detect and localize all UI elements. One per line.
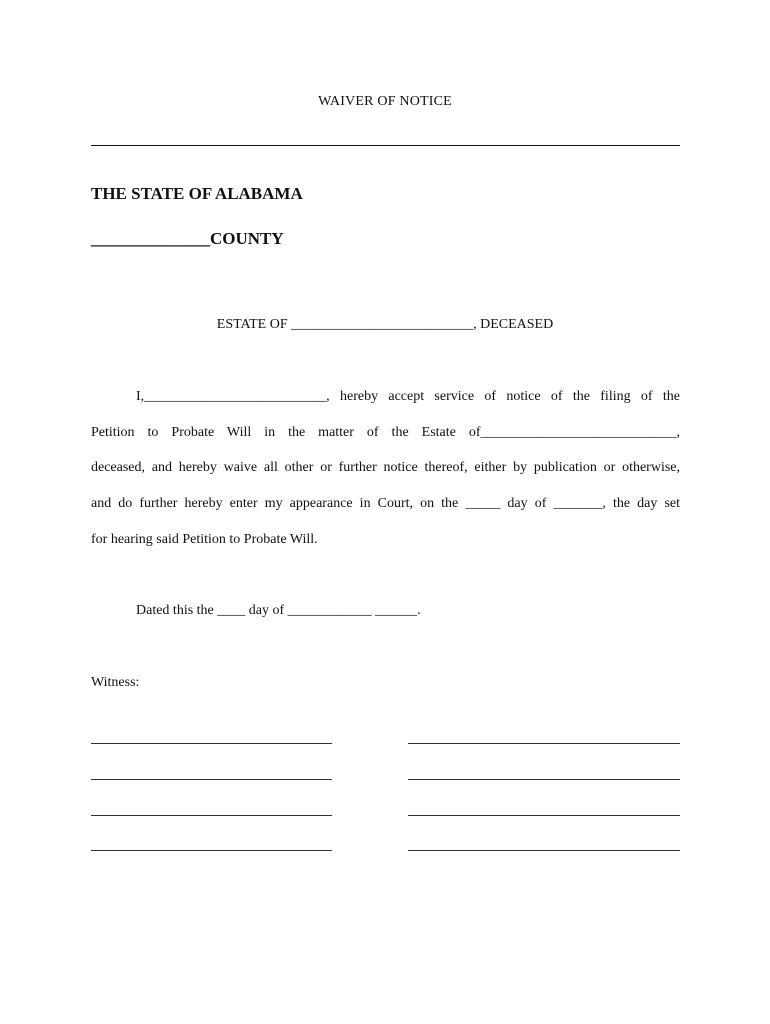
paragraph-line-2: Petition to Probate Will in the matter of the Estate of____________________________, bbox=[91, 425, 680, 440]
signature-line bbox=[408, 815, 680, 816]
signature-line bbox=[408, 743, 680, 744]
signature-line bbox=[408, 850, 680, 851]
title-divider bbox=[91, 145, 680, 146]
dated-line: Dated this the ____ day of ____________ ______. bbox=[136, 603, 421, 618]
paragraph-line-3: deceased, and hereby waive all other or further notice thereof, either by publication or otherwise, bbox=[91, 460, 680, 475]
witness-signature-line bbox=[91, 779, 332, 780]
witness-signature-line bbox=[91, 850, 332, 851]
state-heading: THE STATE OF ALABAMA bbox=[91, 184, 303, 203]
signature-line bbox=[408, 779, 680, 780]
witness-label: Witness: bbox=[91, 675, 140, 690]
county-line: ______________COUNTY bbox=[91, 229, 284, 248]
witness-signature-line bbox=[91, 815, 332, 816]
witness-signature-line bbox=[91, 743, 332, 744]
paragraph-line-1: I,__________________________, hereby accept service of notice of the filing of the bbox=[136, 389, 680, 404]
estate-line: ESTATE OF __________________________, DECEASED bbox=[216, 317, 554, 332]
document-title: WAIVER OF NOTICE bbox=[318, 94, 452, 109]
paragraph-line-5: for hearing said Petition to Probate Will. bbox=[91, 532, 318, 547]
paragraph-line-4: and do further hereby enter my appearance in Court, on the _____ day of _______, the day set bbox=[91, 496, 680, 511]
